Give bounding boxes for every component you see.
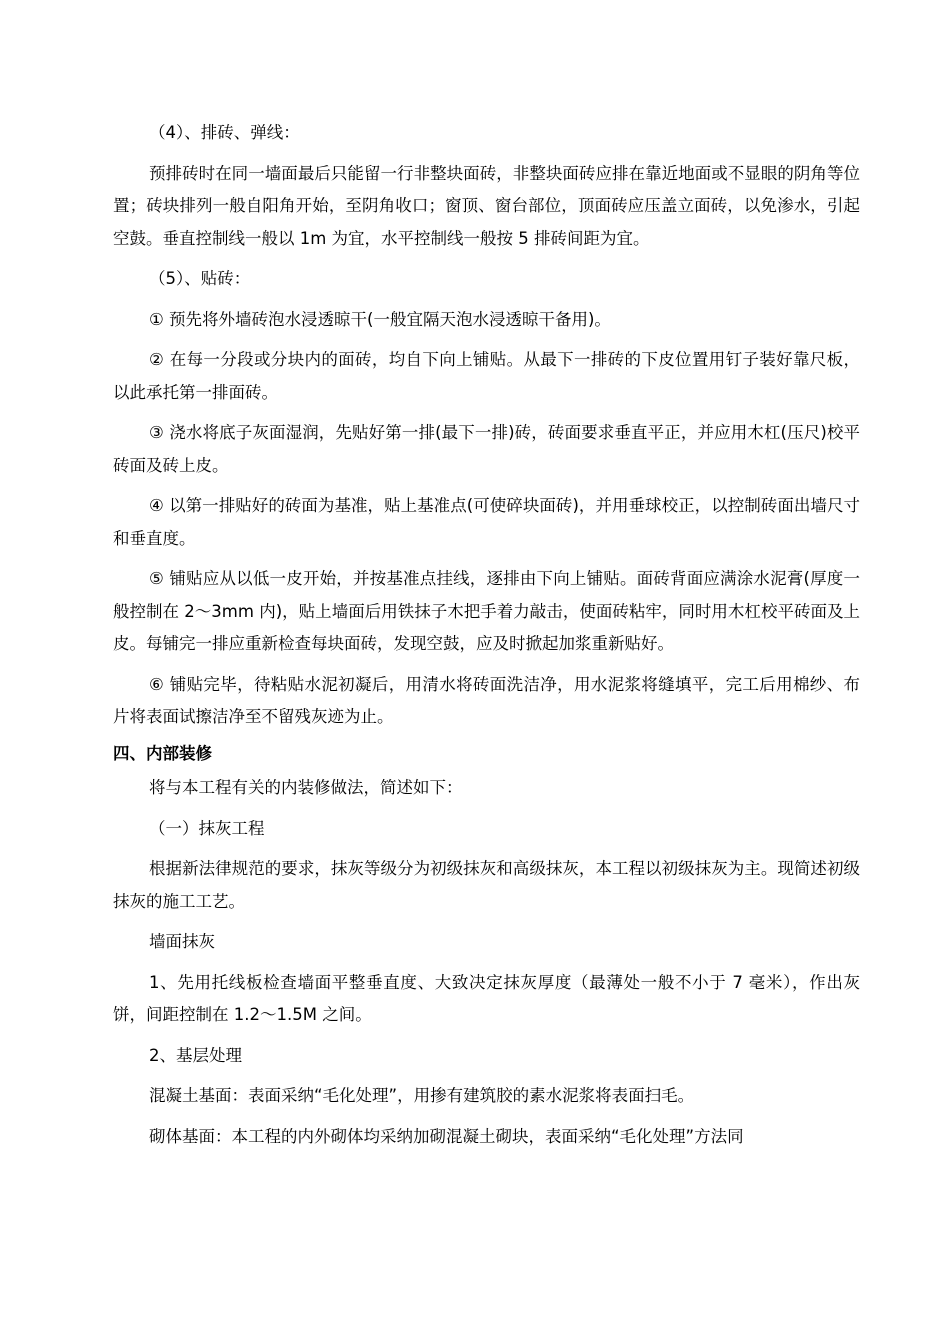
paragraph-plaster-grades: 根据新法律规范的要求，抹灰等级分为初级抹灰和高级抹灰，本工程以初级抹灰为主。现简述初级抹灰的施工工艺。 <box>113 859 860 911</box>
section-heading-interior: 四、内部装修 <box>113 743 212 763</box>
item-1-check-wall: 1、先用托线板检查墙面平整垂直度、大致决定抹灰厚度（最薄处一般不小于 7 毫米），作出灰饼，间距控制在 1.2～1.5M 之间。 <box>113 972 860 1024</box>
step-5-laying: ⑤ 铺贴应从以低一皮开始，并按基准点挂线，逐排由下向上铺贴。面砖背面应满涂水泥膏(厚度一般控制在 2～3mm 内)，贴上墙面后用铁抹子木把手着力敲击，使面砖粘牢，同时用木杠校平砖面及上皮。每铺完一排应重新检查每块面砖，发现空鼓，应及时掀起加浆重新贴好。 <box>113 569 860 653</box>
subheading-layout-lines: （4）、排砖、弹线： <box>149 123 300 142</box>
paragraph-interior-intro: 将与本工程有关的内装修做法，简述如下： <box>149 778 463 797</box>
step-1-soak-tiles: ① 预先将外墙砖泡水浸透晾干(一般宜隔天泡水浸透晾干备用)。 <box>149 309 611 329</box>
step-2-bottom-up: ② 在每一分段或分块内的面砖，均自下向上铺贴。从最下一排砖的下皮位置用钉子装好靠尺板，以此承托第一排面砖。 <box>113 350 860 402</box>
subheading-plastering: （一）抹灰工程 <box>149 818 265 838</box>
paragraph-pre-layout: 预排砖时在同一墙面最后只能留一行非整块面砖，非整块面砖应排在靠近地面或不显眼的阴角等位置；砖块排列一般自阳角开始，至阴角收口；窗顶、窗台部位，顶面砖应压盖立面砖，以免渗水，引起空鼓。垂直控制线一般以 1m 为宜，水平控制线一般按 5 排砖间距为宜。 <box>113 163 860 248</box>
step-4-datum-points: ④ 以第一排贴好的砖面为基准，贴上基准点(可使碎块面砖)，并用垂球校正，以控制砖面出墙尺寸和垂直度。 <box>113 496 860 548</box>
paragraph-concrete-base: 混凝土基面：表面采纳“毛化处理”，用掺有建筑胶的素水泥浆将表面扫毛。 <box>149 1086 695 1105</box>
subheading-tiling: （5）、贴砖： <box>149 269 251 288</box>
subheading-wall-plaster: 墙面抹灰 <box>149 932 215 951</box>
item-2-base-treatment: 2、基层处理 <box>149 1045 242 1065</box>
step-6-cleaning: ⑥ 铺贴完毕，待粘贴水泥初凝后，用清水将砖面洗洁净，用水泥浆将缝填平，完工后用棉纱、布片将表面试擦洁净至不留残灰迹为止。 <box>113 674 860 726</box>
step-3-first-row: ③ 浇水将底子灰面湿润，先贴好第一排(最下一排)砖，砖面要求垂直平正，并应用木杠(压尺)校平砖面及砖上皮。 <box>113 423 860 475</box>
paragraph-masonry-base: 砌体基面：本工程的内外砌体均采纳加砌混凝土砌块，表面采纳“毛化处理”方法同 <box>149 1126 744 1146</box>
document-body <box>113 117 860 1153</box>
